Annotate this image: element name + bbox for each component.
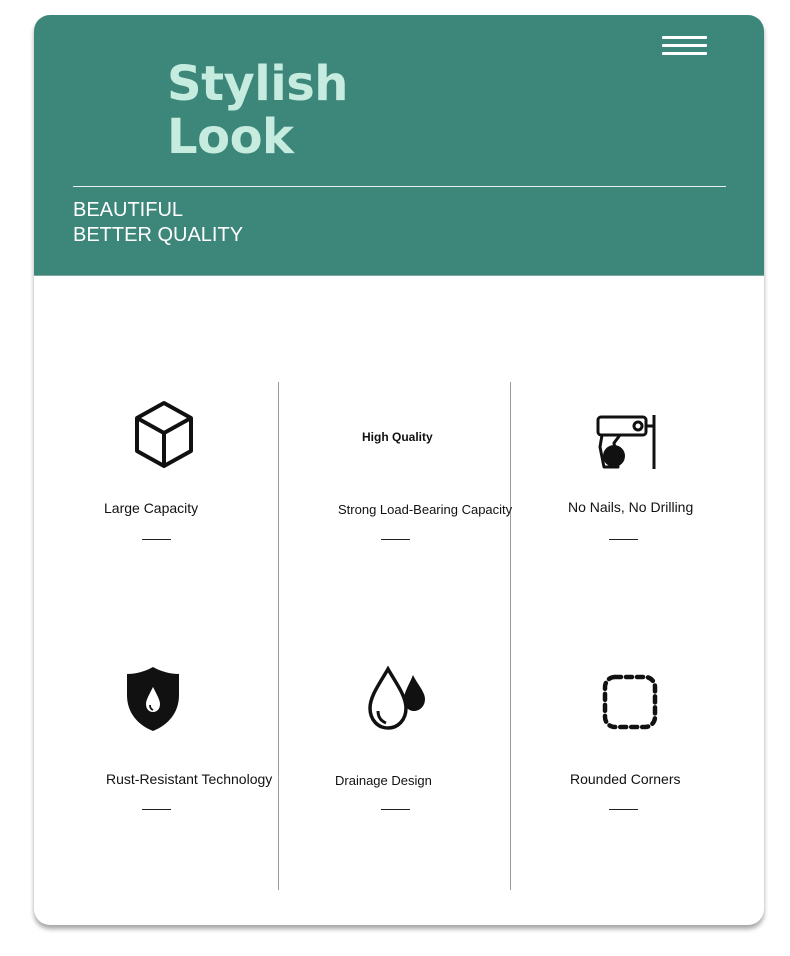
feature-underline xyxy=(142,539,171,540)
feature-label-load-bearing: Strong Load-Bearing Capacity xyxy=(338,502,513,517)
feature-underline xyxy=(142,809,171,810)
feature-label-rust-resistant: Rust-Resistant Technology xyxy=(106,771,273,787)
water-drops-icon xyxy=(366,665,428,731)
hero-title xyxy=(167,58,348,164)
feature-label-large-capacity: Large Capacity xyxy=(104,500,199,516)
hero-title-line-2: Look xyxy=(167,109,294,165)
feature-label-rounded-corners: Rounded Corners xyxy=(570,771,681,787)
tagline-line-2: BETTER QUALITY xyxy=(73,224,244,246)
header-divider xyxy=(73,186,726,187)
feature-underline xyxy=(381,539,410,540)
product-card xyxy=(34,15,764,925)
hero-title-line-1: Stylish xyxy=(167,56,348,112)
tagline-line-1: BEAUTIFUL xyxy=(73,199,184,221)
feature-underline xyxy=(609,809,638,810)
hero-header xyxy=(34,15,764,276)
feature-label-no-nails: No Nails, No Drilling xyxy=(568,499,694,515)
high-quality-badge: High Quality xyxy=(362,430,433,444)
adhesive-tape-icon xyxy=(594,413,660,471)
rounded-square-icon xyxy=(600,673,660,731)
water-shield-icon xyxy=(126,665,180,733)
feature-label-drainage: Drainage Design xyxy=(335,773,432,788)
column-divider-1 xyxy=(278,382,279,890)
feature-underline xyxy=(609,539,638,540)
hamburger-menu-icon[interactable] xyxy=(654,33,714,63)
column-divider-2 xyxy=(510,382,511,890)
cube-icon xyxy=(132,400,196,470)
feature-underline xyxy=(381,809,410,810)
